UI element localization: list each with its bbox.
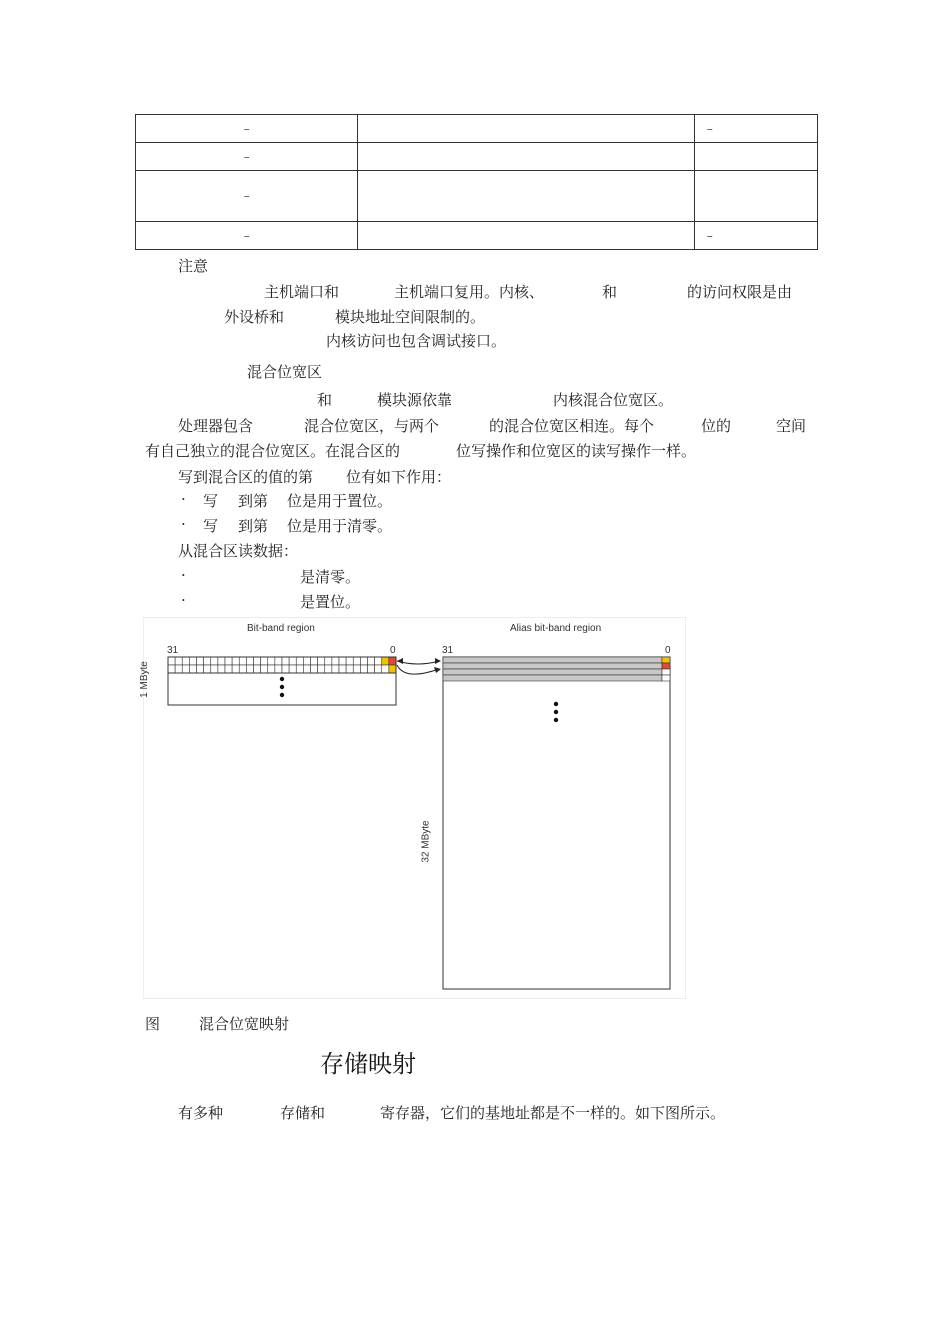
table-row <box>136 171 818 222</box>
alias-bit-cell <box>662 675 670 681</box>
table-cell <box>358 171 694 222</box>
bit-cell <box>175 665 182 673</box>
bit-cell <box>239 657 246 665</box>
table-cell: – <box>694 222 817 250</box>
bit-cell <box>225 665 232 673</box>
bit-cell <box>225 657 232 665</box>
bit-cell <box>332 657 339 665</box>
bit-cell <box>197 665 204 673</box>
table-cell: – <box>694 115 817 143</box>
bit-cell <box>360 665 367 673</box>
note-text: 和 <box>602 283 618 301</box>
alias-rows <box>443 657 670 681</box>
alias-word-row <box>443 669 662 675</box>
table-row <box>136 222 818 250</box>
body-text: 寄存器，它们的基地址都是不一样的。如下图所示。 <box>380 1104 726 1122</box>
ellipsis-dot <box>280 685 284 689</box>
bit-cell <box>211 657 218 665</box>
body-text: 和 <box>317 391 333 409</box>
bullet-text: 是置位。 <box>300 593 361 611</box>
alias-word-row <box>443 675 662 681</box>
bit-cell <box>368 665 375 673</box>
bit-cell <box>175 657 182 665</box>
alias-word-row <box>443 657 662 663</box>
figure-caption: 混合位宽映射 <box>199 1015 290 1033</box>
bit-cell <box>325 665 332 673</box>
bit-cell <box>254 665 261 673</box>
note-text: 主机端口复用。内核、 <box>394 283 545 301</box>
bullet-text: 位是用于清零。 <box>287 517 393 535</box>
body-text: 有多种 <box>178 1104 224 1122</box>
bit-cell <box>182 665 189 673</box>
bit-cell <box>218 657 225 665</box>
bit-cell <box>168 657 175 665</box>
body-text: 模块源依靠 <box>377 391 453 409</box>
bit-cell <box>353 657 360 665</box>
body-text: 存储和 <box>280 1104 326 1122</box>
body-text: 的混合位宽区相连。每个 <box>489 417 655 435</box>
left-lsb-label: 0 <box>390 645 396 656</box>
bit-cell <box>218 665 225 673</box>
alias-bit-cell <box>662 663 670 669</box>
bit-cell <box>275 657 282 665</box>
bit-cell <box>318 665 325 673</box>
bullet-text: 是清零。 <box>300 568 361 586</box>
note-text: 模块地址空间限制的。 <box>335 308 486 326</box>
section-title: 混合位宽区 <box>247 363 323 381</box>
body-text: 有自己独立的混合位宽区。在混合区的 <box>145 442 401 460</box>
bit-cell <box>339 657 346 665</box>
note-text: 外设桥和 <box>224 308 285 326</box>
bullet-text: 到第 <box>238 492 269 510</box>
table-cell: – <box>136 171 358 222</box>
table-cell <box>358 143 694 171</box>
note-text: 主机端口和 <box>264 283 340 301</box>
alias-bit-cell <box>662 657 670 663</box>
bullet-dot: · <box>181 490 186 508</box>
ellipsis-dot <box>280 677 284 681</box>
body-text: 空间 <box>776 417 807 435</box>
bit-cell <box>182 657 189 665</box>
body-text: 从混合区读数据： <box>178 542 299 560</box>
bullet-dot: · <box>181 591 186 609</box>
bit-cell <box>246 665 253 673</box>
bit-cell <box>339 665 346 673</box>
body-text: 处理器包含 <box>178 417 254 435</box>
bit-cell <box>303 665 310 673</box>
table-cell <box>694 171 817 222</box>
bit-cell <box>375 665 382 673</box>
bit-band-title: Bit-band region <box>247 623 315 634</box>
bit-cell <box>325 657 332 665</box>
bit-cell <box>318 657 325 665</box>
left-size-label: 1 MByte <box>138 661 150 698</box>
alias-region-box <box>443 657 670 989</box>
body-text: 位的 <box>701 417 732 435</box>
bit-cell <box>346 665 353 673</box>
bullet-text: 写 <box>203 492 219 510</box>
bit-cell <box>311 657 318 665</box>
table-cell <box>358 222 694 250</box>
table-cell: – <box>136 222 358 250</box>
bit-cell <box>303 657 310 665</box>
bit-cell <box>382 657 389 665</box>
bit-cell <box>268 657 275 665</box>
bit-cell <box>332 665 339 673</box>
bit-cell <box>268 665 275 673</box>
bullet-text: 位是用于置位。 <box>287 492 393 510</box>
bit-cell <box>282 665 289 673</box>
bit-cell <box>204 657 211 665</box>
ellipsis-dot <box>280 693 284 697</box>
bit-cell <box>189 657 196 665</box>
bit-cell <box>204 665 211 673</box>
bit-cell <box>289 657 296 665</box>
bullet-dot: · <box>181 515 186 533</box>
bit-cell <box>389 665 396 673</box>
bit-cell <box>353 665 360 673</box>
ellipsis-dot <box>554 710 558 714</box>
bit-cell <box>296 657 303 665</box>
bit-cell <box>246 657 253 665</box>
note-title: 注意 <box>178 257 209 275</box>
alias-word-row <box>443 663 662 669</box>
bit-cell <box>261 657 268 665</box>
bit-cell <box>382 665 389 673</box>
right-size-label: 32 MByte <box>420 820 432 863</box>
bit-cell <box>197 657 204 665</box>
figure-caption-label: 图 <box>145 1015 161 1033</box>
table-cell <box>358 115 694 143</box>
bullet-dot: · <box>181 566 186 584</box>
note-text: 内核访问也包含调试接口。 <box>326 332 507 350</box>
bit-cell <box>296 665 303 673</box>
alias-bit-cell <box>662 669 670 675</box>
bit-cell <box>311 665 318 673</box>
left-msb-label: 31 <box>167 645 179 656</box>
bit-cell <box>275 665 282 673</box>
bit-cell <box>289 665 296 673</box>
ellipsis-dot <box>554 718 558 722</box>
bullet-text: 写 <box>203 517 219 535</box>
table-row <box>136 115 818 143</box>
bit-cell <box>375 657 382 665</box>
memory-table <box>135 114 818 250</box>
body-text: 内核混合位宽区。 <box>553 391 674 409</box>
bit-cell <box>189 665 196 673</box>
bit-cell <box>282 657 289 665</box>
body-text: 位写操作和位宽区的读写操作一样。 <box>456 442 697 460</box>
body-text: 位有如下作用： <box>346 468 452 486</box>
section-heading: 存储映射 <box>320 1050 416 1078</box>
bit-cell <box>261 665 268 673</box>
bit-cell <box>254 657 261 665</box>
bit-cell <box>346 657 353 665</box>
right-lsb-label: 0 <box>665 645 671 656</box>
bit-cell <box>211 665 218 673</box>
body-text: 写到混合区的值的第 <box>178 468 314 486</box>
bit-cell <box>232 665 239 673</box>
table-cell: – <box>136 143 358 171</box>
bit-cell <box>232 657 239 665</box>
table-cell <box>694 143 817 171</box>
bit-band-figure <box>143 617 686 999</box>
table-row <box>136 143 818 171</box>
body-text: 混合位宽区，与两个 <box>304 417 440 435</box>
bit-cell <box>239 665 246 673</box>
bit-band-grid <box>168 657 396 673</box>
table-cell: – <box>136 115 358 143</box>
note-text: 的访问权限是由 <box>687 283 793 301</box>
alias-title: Alias bit-band region <box>510 623 602 634</box>
bit-cell <box>389 657 396 665</box>
right-msb-label: 31 <box>442 645 454 656</box>
bit-cell <box>368 657 375 665</box>
bit-cell <box>168 665 175 673</box>
bullet-text: 到第 <box>238 517 269 535</box>
ellipsis-dot <box>554 702 558 706</box>
bit-cell <box>360 657 367 665</box>
